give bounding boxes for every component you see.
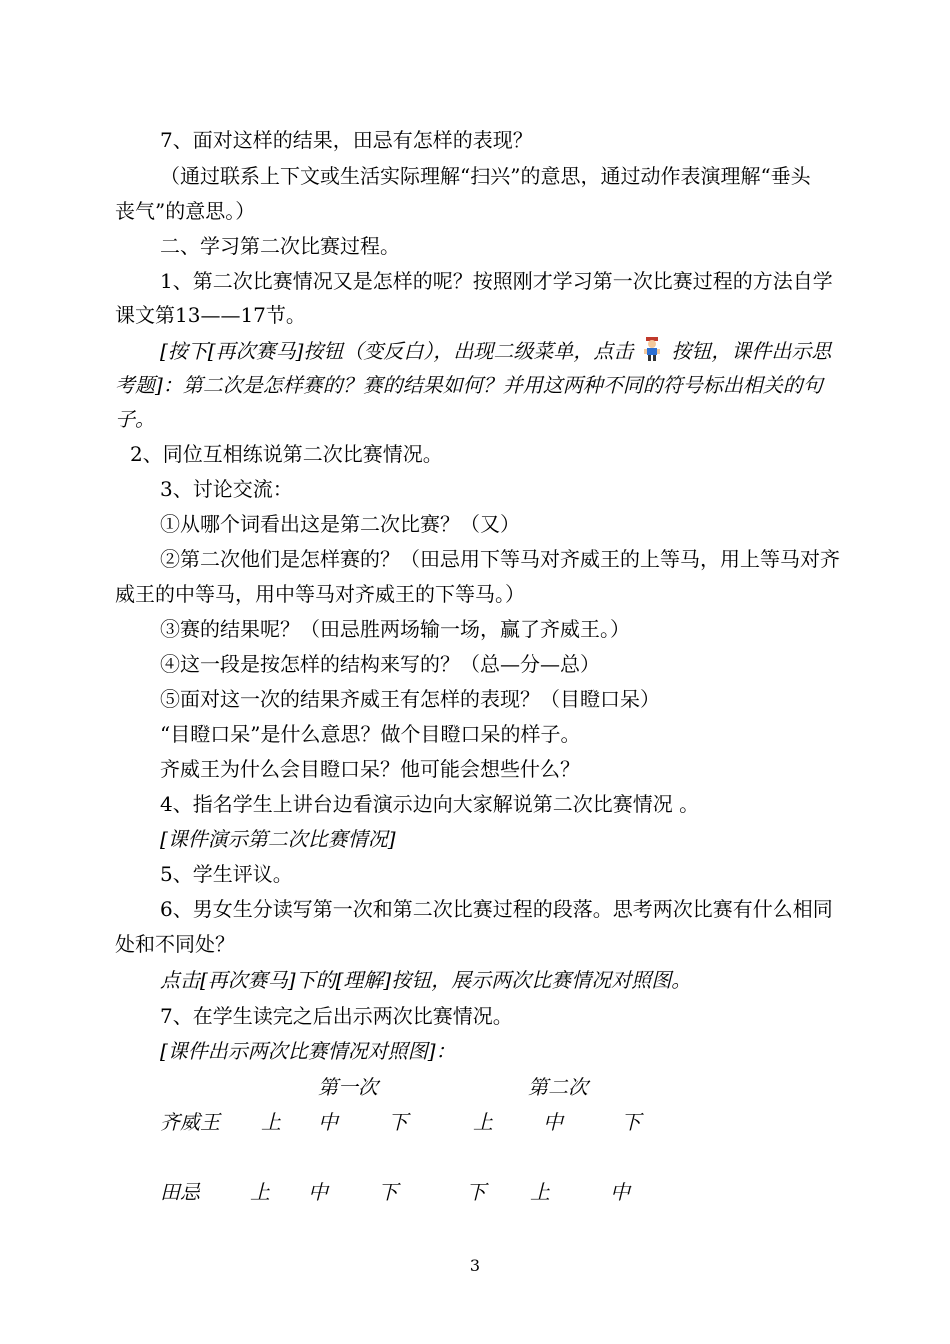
paragraph: 7、面对这样的结果，田忌有怎样的表现？ bbox=[160, 128, 533, 152]
paragraph: ③赛的结果呢？（田忌胜两场输一场，赢了齐威王。） bbox=[160, 617, 630, 641]
table-cell: 中 bbox=[610, 1180, 630, 1204]
instruction-note bbox=[160, 336, 831, 365]
paragraph: 7、在学生读完之后出示两次比赛情况。 bbox=[160, 1004, 513, 1028]
table-cell: 上 bbox=[530, 1180, 550, 1204]
paragraph: 处和不同处？ bbox=[115, 932, 235, 956]
table-cell: 下 bbox=[388, 1110, 408, 1134]
page-number: 3 bbox=[469, 1256, 481, 1275]
paragraph: 1、第二次比赛情况又是怎样的呢？按照刚才学习第一次比赛过程的方法自学 bbox=[160, 269, 833, 293]
row-label-tian-ji: 田忌 bbox=[160, 1180, 200, 1204]
paragraph: ④这一段是按怎样的结构来写的？（总—分—总） bbox=[160, 652, 600, 676]
table-cell: 下 bbox=[621, 1110, 641, 1134]
paragraph: 齐威王为什么会目瞪口呆？他可能会想些什么？ bbox=[160, 757, 580, 781]
row-label-qi-wei-wang: 齐威王 bbox=[160, 1110, 220, 1134]
paragraph: “目瞪口呆”是什么意思？做个目瞪口呆的样子。 bbox=[160, 722, 581, 746]
table-cell: 下 bbox=[466, 1180, 486, 1204]
instruction-note: 子。 bbox=[115, 407, 155, 431]
paragraph: 丧气”的意思。） bbox=[115, 199, 256, 223]
paragraph: 2、同位互相练说第二次比赛情况。 bbox=[130, 442, 443, 466]
paragraph: ①从哪个词看出这是第二次比赛？（又） bbox=[160, 512, 520, 536]
header-second-race: 第二次 bbox=[528, 1075, 588, 1099]
table-cell: 中 bbox=[308, 1180, 328, 1204]
table-cell: 上 bbox=[250, 1180, 270, 1204]
paragraph: 6、男女生分读写第一次和第二次比赛过程的段落。思考两次比赛有什么相同 bbox=[160, 897, 833, 921]
table-cell: 上 bbox=[261, 1110, 281, 1134]
paragraph: 5、学生评议。 bbox=[160, 862, 293, 886]
paragraph: 课文第13——17节。 bbox=[115, 303, 306, 327]
table-cell: 中 bbox=[543, 1110, 563, 1134]
table-cell: 下 bbox=[378, 1180, 398, 1204]
paragraph: 4、指名学生上讲台边看演示边向大家解说第二次比赛情况 。 bbox=[160, 792, 700, 816]
header-first-race: 第一次 bbox=[318, 1075, 378, 1099]
instruction-text: [按下[再次赛马]按钮（变反白），出现二级菜单，点击 bbox=[160, 339, 634, 363]
paragraph: ⑤面对这一次的结果齐威王有怎样的表现？（目瞪口呆） bbox=[160, 687, 660, 711]
table-cell: 上 bbox=[473, 1110, 493, 1134]
instruction-note: 考题]：第二次是怎样赛的？赛的结果如何？并用这两种不同的符号标出相关的句 bbox=[115, 373, 823, 397]
instruction-note: [课件演示第二次比赛情况] bbox=[160, 827, 396, 851]
table-cell: 中 bbox=[318, 1110, 338, 1134]
instruction-note: [课件出示两次比赛情况对照图]： bbox=[160, 1039, 456, 1063]
section-heading: 二、学习第二次比赛过程。 bbox=[160, 234, 400, 258]
paragraph: 3、讨论交流： bbox=[160, 477, 293, 501]
boy-character-icon bbox=[641, 336, 663, 362]
paragraph: （通过联系上下文或生活实际理解“扫兴”的意思，通过动作表演理解“垂头 bbox=[160, 164, 811, 188]
instruction-text: 按钮，课件出示思 bbox=[671, 339, 832, 363]
paragraph: ②第二次他们是怎样赛的？（田忌用下等马对齐威王的上等马，用上等马对齐 bbox=[160, 547, 840, 571]
instruction-note: 点击[再次赛马]下的[理解]按钮，展示两次比赛情况对照图。 bbox=[160, 968, 692, 992]
paragraph: 威王的中等马，用中等马对齐威王的下等马。） bbox=[115, 582, 525, 606]
